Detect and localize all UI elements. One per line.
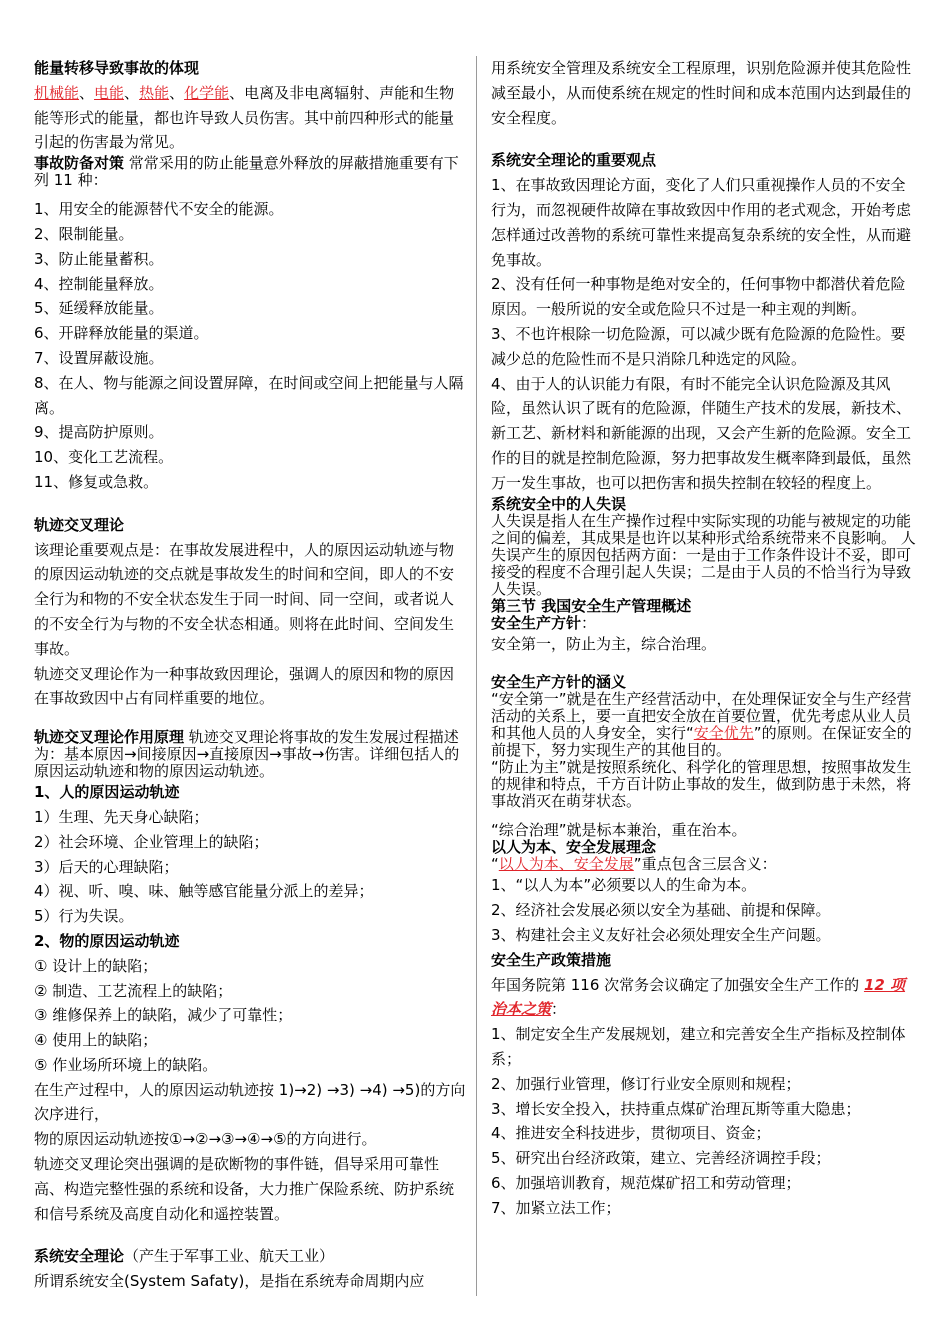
right-column xyxy=(491,56,919,1221)
list-item: 8、在人、物与能源之间设置屏障，在时间或空间上把能量与人隔离。 xyxy=(34,373,464,417)
subheading-object-trajectory: 2、物的原因运动轨迹 xyxy=(34,931,180,950)
left-column xyxy=(34,56,466,1294)
list-item: 1）生理、先天身心缺陷； xyxy=(34,807,209,826)
safety-priority-highlight: 安全优先 xyxy=(693,724,754,743)
section-title-safety-policy: 安全生产方针 xyxy=(491,613,582,632)
list-item: 5、研究出台经济政策，建立、完善经济调控手段； xyxy=(491,1149,831,1168)
system-safety-paragraph-start: 所谓系统安全(System Safaty)，是指在系统寿命周期内应 xyxy=(34,1272,425,1291)
people-first-intro: “以人为本、安全发展”重点包含三层含义： xyxy=(491,855,777,874)
section-title-trajectory: 轨迹交叉理论 xyxy=(34,515,125,534)
twelve-measures-highlight: 12 项治本之策 xyxy=(491,975,906,1019)
list-item: 2、加强行业管理，修订行业安全原则和规程； xyxy=(491,1074,801,1093)
list-item: 1、用安全的能源替代不安全的能源。 xyxy=(34,200,284,219)
list-item: 2）社会环境、企业管理上的缺陷； xyxy=(34,832,269,851)
human-error-paragraph: 人失误是指人在生产操作过程中实际实现的功能与被规定的功能之间的偏差，其成果是也许以某种形式给系统带来不良影响。 人失误产生的原因包括两方面：一是由于工作条件设计不妥，即可接受的程度不合理引起人失误；二是由于人员的不恰当行为导致人失误。 xyxy=(491,511,916,598)
prevention-first-paragraph: “防止为主”就是按照系统化、科学化的管理思想，按照事故发生的规律和特点，千方百计防止事故的发生，做到防患于未然，将事故消灭在萌芽状态。 xyxy=(491,758,912,811)
energy-forms-paragraph: 机械能、电能、热能、化学能、电离及非电离辐射、声能和生物能等形式的能量，都也许导致人员伤害。其中前四种形式的能量引起的伤害最为常见。 xyxy=(34,83,455,152)
energy-thermal: 热能 xyxy=(139,83,170,102)
list-item: 5）行为失误。 xyxy=(34,907,134,926)
section-title-trajectory-principle: 轨迹交叉理论作用原理 xyxy=(34,728,185,747)
section-title-system-safety-views: 系统安全理论的重要观点 xyxy=(491,151,657,170)
list-item: 1、制定安全生产发展规划，建立和完善安全生产指标及控制体系； xyxy=(491,1025,906,1068)
energy-mechanical: 机械能 xyxy=(34,83,80,102)
section-title-policy-meaning: 安全生产方针的涵义 xyxy=(491,673,627,692)
subheading-human-trajectory: 1、人的原因运动轨迹 xyxy=(34,783,180,802)
list-item: 4、推进安全科技进步，贯彻项目、资金； xyxy=(491,1124,771,1143)
people-first-highlight: 以人为本、安全发展 xyxy=(498,855,634,874)
column-divider xyxy=(476,56,477,1296)
list-item: 1、在事故致因理论方面，变化了人们只重视操作人员的不安全行为，而忽视硬件故障在事故致因中作用的老式观念，开始考虑怎样通过改善物的系统可靠性来提高复杂系统的安全性，从而避免事故。 xyxy=(491,176,912,269)
list-item: 3）后天的心理缺陷； xyxy=(34,857,179,876)
section-title-policy-measures: 安全生产政策措施 xyxy=(491,950,612,969)
trajectory-emphasis: 轨迹交叉理论突出强调的是砍断物的事件链，倡导采用可靠性高、构造完整性强的系统和设备，大力推广保险系统、防护系统和信号系统及高度自动化和遥控装置。 xyxy=(34,1155,455,1223)
system-safety-paragraph-cont: 用系统安全管理及系统安全工程原理，识别危险源并使其危险性减至最小，从而使系统在规定的性时间和成本范围内达到最佳的安全程度。 xyxy=(491,59,912,127)
trajectory-paragraph-2: 轨迹交叉理论作为一种事故致因理论，强调人的原因和物的原因在事故致因中占有同样重要的地位。 xyxy=(34,664,455,708)
section-title-energy-transfer: 能量转移导致事故的体现 xyxy=(34,59,200,77)
policy-measures-intro: 年国务院第 116 次常务会议确定了加强安全生产工作的 12 项治本之策： xyxy=(491,975,906,1019)
energy-electric: 电能 xyxy=(94,83,125,102)
safety-first-paragraph: “安全第一”就是在生产经营活动中，在处理保证安全与生产经营活动的关系上，要一直把安全放在首要位置，优先考虑从业人员和其他人员的人身安全，实行“安全优先”的原则。在保证安全的前提下，努力实现生产的其他目的。 xyxy=(491,690,912,760)
trajectory-paragraph-1: 该理论重要观点是：在事故发展进程中，人的原因运动轨迹与物的原因运动轨迹的交点就是事故发生的时间和空间，即人的不安全行为和物的不安全状态发生于同一时间、同一空间，或者说人的不安全行为与物的不安全状态相通。则将在此时间、空间发生事故。 xyxy=(34,540,455,658)
list-item: 3、防止能量蓄积。 xyxy=(34,249,164,268)
list-item: 7、设置屏蔽设施。 xyxy=(34,348,164,367)
section-title-people-first: 以人为本、安全发展理念 xyxy=(491,838,657,857)
prevention-list xyxy=(34,197,466,495)
section-title-chapter3: 第三节 我国安全生产管理概述 xyxy=(491,596,692,615)
list-item: ① 设计上的缺陷； xyxy=(34,956,158,975)
list-item: 6、开辟释放能量的渠道。 xyxy=(34,324,209,343)
list-item: 2、经济社会发展必须以安全为基础、前提和保障。 xyxy=(491,901,831,920)
list-item: 4、由于人的认识能力有限，有时不能完全认识危险源及其风险，虽然认识了既有的危险源，伴随生产技术的发展，新技术、新工艺、新材料和新能源的出现，又会产生新的危险源。安全工作的目的就是控制危险源，努力把事故发生概率降到最低，虽然万一发生事故，也可以把伤害和损失控制在较轻的程度上。 xyxy=(491,374,912,492)
prevention-intro: 事故防备对策 常常采用的防止能量意外释放的屏蔽措施重要有下列 11 种： xyxy=(34,154,459,190)
list-item: 5、延缓释放能量。 xyxy=(34,299,164,318)
list-item: ③ 维修保养上的缺陷，减少了可靠性； xyxy=(34,1006,293,1025)
object-trajectory-order: 物的原因运动轨迹按①→②→③→④→⑤的方向进行。 xyxy=(34,1130,377,1149)
list-item: ② 制造、工艺流程上的缺陷； xyxy=(34,981,233,1000)
section-title-prevention: 事故防备对策 xyxy=(34,154,125,173)
energy-chemical: 化学能 xyxy=(184,83,230,102)
policy-heading: 安全生产方针： xyxy=(491,613,597,632)
list-item: 9、提高防护原则。 xyxy=(34,423,164,442)
safety-policy-text: 安全第一，防止为主，综合治理。 xyxy=(491,634,717,653)
section-title-human-error: 系统安全中的人失误 xyxy=(491,494,627,513)
list-item: ④ 使用上的缺陷； xyxy=(34,1031,158,1050)
list-item: 2、限制能量。 xyxy=(34,224,134,243)
list-item: 4）视、听、嗅、味、触等感官能量分派上的差异； xyxy=(34,882,374,901)
list-item: 10、变化工艺流程。 xyxy=(34,448,174,467)
list-item: 3、不也许根除一切危险源，可以减少既有危险源的危险性。要减少总的危险性而不是只消除几种选定的风险。 xyxy=(491,324,906,368)
list-item: 11、修复或急救。 xyxy=(34,472,159,491)
list-item: 2、没有任何一种事物是绝对安全的，任何事物中都潜伏着危险原因。一般所说的安全或危险只不过是一种主观的判断。 xyxy=(491,275,906,319)
list-item: 6、加强培训教育，规范煤矿招工和劳动管理； xyxy=(491,1173,801,1192)
list-item: 7、加紧立法工作； xyxy=(491,1198,621,1217)
list-item: 3、构建社会主义友好社会必须处理安全生产问题。 xyxy=(491,925,831,944)
list-item: 4、控制能量释放。 xyxy=(34,274,164,293)
list-item: ⑤ 作业场所环境上的缺陷。 xyxy=(34,1055,218,1074)
system-safety-heading: 系统安全理论（产生于军事工业、航天工业） xyxy=(34,1247,335,1266)
list-item: 1、“以人为本”必须要以人的生命为本。 xyxy=(491,876,757,895)
comprehensive-governance-paragraph: “综合治理”就是标本兼治，重在治本。 xyxy=(491,821,747,840)
trajectory-principle-intro: 轨迹交叉理论作用原理 轨迹交叉理论将事故的发生发展过程描述为：基本原因→间接原因→直接原因→事故→伤害。详细包括人的原因运动轨迹和物的原因运动轨迹。 xyxy=(34,728,460,781)
section-title-system-safety: 系统安全理论 xyxy=(34,1247,125,1266)
list-item: 3、增长安全投入，扶持重点煤矿治理瓦斯等重大隐患； xyxy=(491,1099,861,1118)
human-trajectory-order: 在生产过程中，人的原因运动轨迹按 1)→2) →3) →4) →5)的方向次序进行， xyxy=(34,1080,466,1124)
